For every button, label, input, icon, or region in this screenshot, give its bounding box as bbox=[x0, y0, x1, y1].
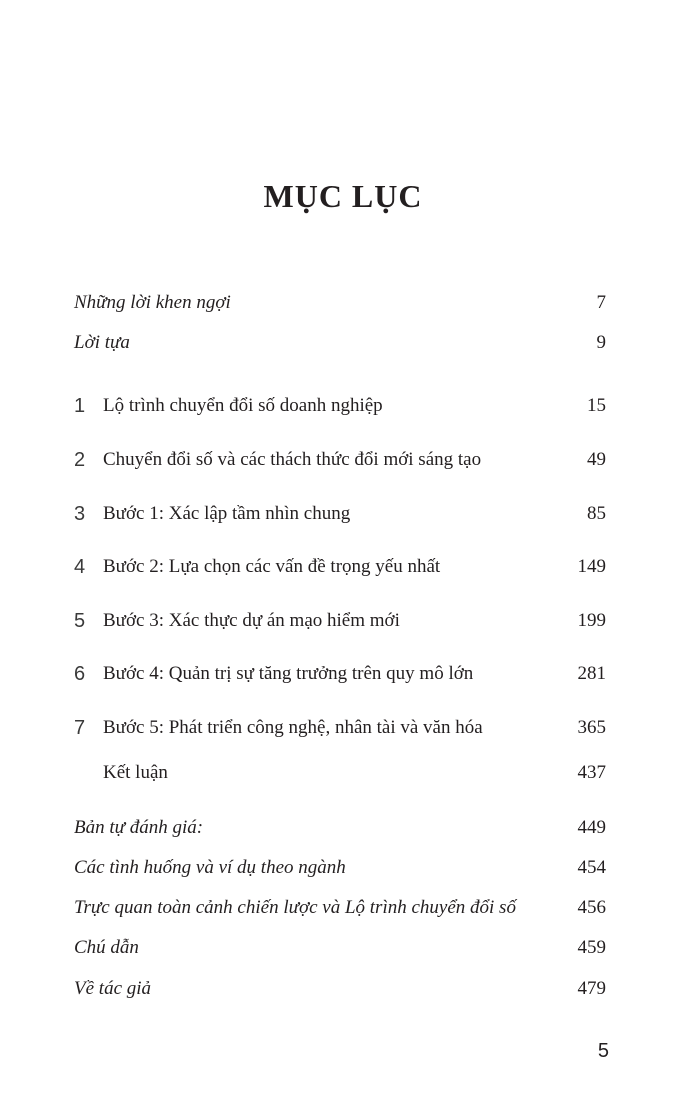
toc-entry-page: 437 bbox=[577, 762, 606, 783]
toc-entry-page: 456 bbox=[577, 897, 606, 918]
toc-entry-page: 479 bbox=[577, 978, 606, 999]
chapter-number: 7 bbox=[74, 717, 86, 739]
toc-entry-page: 7 bbox=[596, 292, 606, 313]
toc-entry-page: 49 bbox=[587, 449, 606, 470]
toc-entry-label: Những lời khen ngợi bbox=[74, 292, 231, 313]
chapter-number: 5 bbox=[74, 610, 86, 632]
toc-entry-page: 454 bbox=[577, 857, 606, 878]
toc-entry-label: Các tình huống và ví dụ theo ngành bbox=[74, 857, 346, 878]
toc-entry-case-studies[interactable] bbox=[74, 854, 606, 882]
toc-entry-preface[interactable] bbox=[74, 329, 606, 357]
toc-entry-page: 281 bbox=[577, 663, 606, 684]
toc-entry-praise[interactable] bbox=[74, 289, 606, 317]
page-number: 5 bbox=[597, 1040, 609, 1062]
toc-entry-label: Kết luận bbox=[103, 762, 168, 783]
toc-entry-chapter-2[interactable] bbox=[74, 446, 606, 474]
toc-entry-label: Bước 5: Phát triển công nghệ, nhân tài và văn hóa bbox=[103, 717, 483, 738]
chapter-number: 2 bbox=[74, 449, 86, 471]
toc-entry-chapter-4[interactable] bbox=[74, 553, 606, 581]
page-title: MỤC LỤC bbox=[263, 178, 423, 214]
toc-entry-page: 199 bbox=[577, 610, 606, 631]
toc-entry-label: Bước 2: Lựa chọn các vấn đề trọng yếu nhất bbox=[103, 556, 441, 577]
toc-entry-label: Chú dẫn bbox=[74, 937, 139, 958]
toc-entry-page: 85 bbox=[587, 503, 606, 524]
chapter-number: 6 bbox=[74, 663, 86, 685]
toc-entry-label: Bản tự đánh giá: bbox=[74, 817, 204, 838]
toc-entry-page: 459 bbox=[577, 937, 606, 958]
chapter-number: 3 bbox=[74, 503, 86, 525]
toc-entry-page: 365 bbox=[577, 717, 606, 738]
toc-entry-chapter-3[interactable] bbox=[74, 500, 606, 528]
toc-entry-label: Bước 4: Quản trị sự tăng trưởng trên quy mô lớn bbox=[103, 663, 474, 684]
toc-entry-conclusion[interactable] bbox=[74, 759, 606, 787]
toc-entry-label: Về tác giả bbox=[74, 978, 152, 999]
toc-entry-label: Trực quan toàn cảnh chiến lược và Lộ trình chuyển đổi số bbox=[74, 897, 516, 918]
toc-entry-label: Lời tựa bbox=[74, 332, 130, 353]
toc-entry-chapter-5[interactable] bbox=[74, 607, 606, 635]
toc-entry-label: Bước 1: Xác lập tầm nhìn chung bbox=[103, 503, 351, 524]
toc-entry-page: 149 bbox=[577, 556, 606, 577]
toc-entry-notes[interactable] bbox=[74, 934, 606, 962]
toc-entry-self-assessment[interactable] bbox=[74, 814, 606, 842]
toc-entry-strategy-overview[interactable] bbox=[74, 894, 606, 922]
toc-entry-page: 9 bbox=[596, 332, 606, 353]
toc-entry-chapter-6[interactable] bbox=[74, 660, 606, 688]
toc-entry-chapter-1[interactable] bbox=[74, 392, 606, 420]
chapter-number: 4 bbox=[74, 556, 86, 578]
toc-entry-about-author[interactable] bbox=[74, 975, 606, 1003]
toc-entry-label: Chuyển đổi số và các thách thức đổi mới sáng tạo bbox=[103, 449, 482, 470]
toc-entry-label: Lộ trình chuyển đổi số doanh nghiệp bbox=[103, 395, 383, 416]
toc-entry-page: 15 bbox=[587, 395, 606, 416]
toc-entry-chapter-7[interactable] bbox=[74, 714, 606, 742]
toc-entry-page: 449 bbox=[577, 817, 606, 838]
chapter-number: 1 bbox=[74, 395, 86, 417]
toc-entry-label: Bước 3: Xác thực dự án mạo hiểm mới bbox=[103, 610, 400, 631]
